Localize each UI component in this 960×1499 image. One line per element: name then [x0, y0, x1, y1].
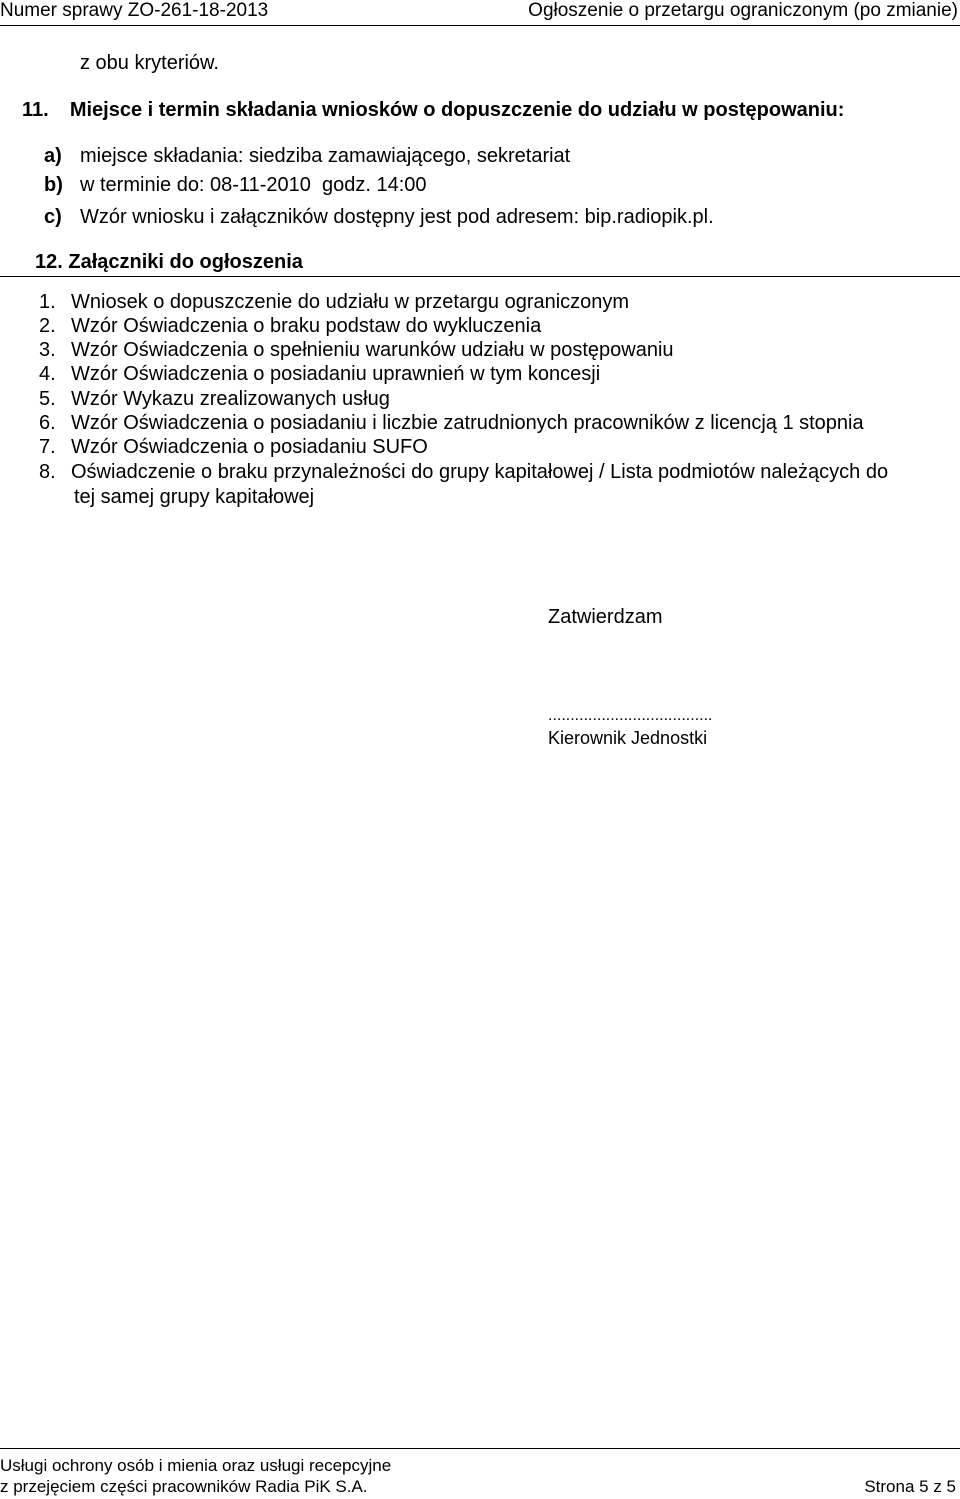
section-11-number: 11.	[22, 99, 49, 121]
attachment-item-7	[39, 436, 428, 459]
attachment-item-4	[39, 363, 600, 386]
header-case-number: Numer sprawy ZO-261-18-2013	[0, 0, 269, 21]
item-text: Wniosek o dopuszczenie do udziału w przetargu ograniczonym	[71, 291, 630, 313]
item-text: Oświadczenie o braku przynależności do grupy kapitałowej / Lista podmiotów należących do	[71, 461, 889, 483]
section-12-title: Załączniki do ogłoszenia	[68, 251, 303, 273]
item-text: Wzór Wykazu zrealizowanych usług	[71, 388, 390, 410]
approval-label: Zatwierdzam	[548, 606, 663, 628]
section-11-item-a	[44, 145, 570, 168]
item-marker: 7.	[39, 436, 56, 458]
signatory-role: Kierownik Jednostki	[548, 728, 708, 748]
item-marker: 1.	[39, 291, 56, 313]
footer-line-2: z przejęciem części pracowników Radia PiK S.A.	[0, 1477, 368, 1496]
item-marker: 6.	[39, 412, 56, 434]
item-marker: b)	[44, 174, 63, 196]
section-11-item-c	[44, 206, 714, 229]
section-11-item-b	[44, 174, 427, 197]
footer-line-1: Usługi ochrony osób i mienia oraz usługi recepcyjne	[0, 1456, 392, 1475]
intro-line: z obu kryteriów.	[80, 52, 219, 74]
attachment-item-1	[39, 291, 629, 314]
header-document-title: Ogłoszenie o przetargu ograniczonym (po zmianie)	[528, 0, 958, 21]
signature-line: .....................................	[548, 707, 713, 724]
item-text: miejsce składania: siedziba zamawiającego, sekretariat	[80, 145, 571, 167]
attachment-item-3	[39, 339, 674, 362]
attachment-item-5	[39, 388, 390, 411]
section-12-divider	[0, 276, 960, 277]
item-marker: 3.	[39, 339, 56, 361]
item-text: Wzór Oświadczenia o posiadaniu i liczbie zatrudnionych pracowników z licencją 1 stopnia	[71, 412, 864, 434]
item-text: w terminie do: 08-11-2010 godz. 14:00	[80, 174, 427, 196]
section-11-heading	[22, 99, 844, 122]
attachment-item-6	[39, 412, 864, 435]
item-text: Wzór Oświadczenia o spełnieniu warunków udziału w postępowaniu	[71, 339, 674, 361]
footer-divider	[0, 1448, 960, 1449]
page-number: Strona 5 z 5	[864, 1477, 956, 1496]
section-11-title: Miejsce i termin składania wniosków o dopuszczenie do udziału w postępowaniu:	[69, 99, 845, 121]
attachment-item-8-continuation: tej samej grupy kapitałowej	[74, 486, 315, 508]
item-text: Wzór Oświadczenia o posiadaniu SUFO	[71, 436, 428, 458]
header-divider	[0, 25, 960, 26]
section-12-number: 12.	[35, 251, 63, 273]
section-12-heading	[35, 251, 303, 274]
item-marker: 2.	[39, 315, 56, 337]
item-marker: c)	[44, 206, 62, 228]
item-marker: a)	[44, 145, 62, 167]
item-text: Wzór Oświadczenia o posiadaniu uprawnień w tym koncesji	[71, 363, 601, 385]
item-marker: 4.	[39, 363, 56, 385]
attachment-item-8	[39, 461, 888, 484]
attachment-item-2	[39, 315, 541, 338]
item-text: Wzór wniosku i załączników dostępny jest pod adresem: bip.radiopik.pl.	[80, 206, 714, 228]
item-text: Wzór Oświadczenia o braku podstaw do wykluczenia	[71, 315, 542, 337]
item-marker: 8.	[39, 461, 56, 483]
item-marker: 5.	[39, 388, 56, 410]
